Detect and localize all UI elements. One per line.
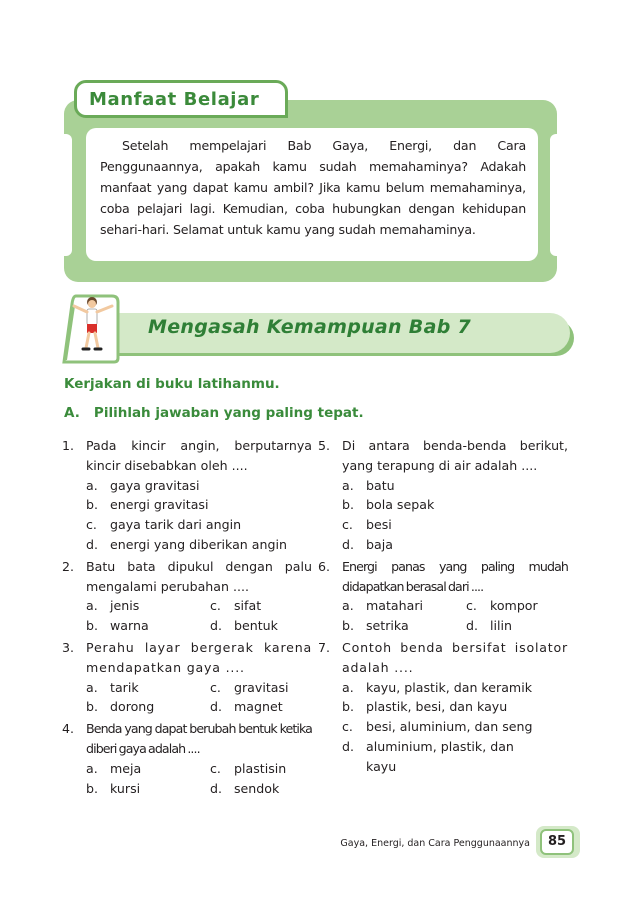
questions-column-left (62, 436, 312, 800)
option-b: b. warna (86, 618, 149, 634)
manfaat-belajar-content (86, 128, 538, 261)
option-a: a. tarik (86, 679, 139, 695)
option-d: d. baja (342, 536, 393, 552)
question-7 (318, 638, 568, 777)
option-d: d. aluminium, plastik, dan kayu (342, 738, 514, 774)
option-c: c. gaya tarik dari angin (86, 517, 242, 533)
question-stem: Batu bata dipukul dengan palu mengalami perubahan .... (86, 558, 312, 594)
question-number: 4. (62, 721, 75, 737)
instruction-text: Kerjakan di buku latihanmu. (64, 376, 280, 392)
question-stem: Pada kincir angin, berputarnya kincir disebabkan oleh .... (86, 438, 312, 473)
question-stem: Perahu layar bergerak karena mendapatkan gaya .... (86, 639, 312, 675)
footer-chapter-title: Gaya, Energi, dan Cara Penggunaannya (340, 838, 530, 849)
option-d: d. bentuk (210, 618, 278, 634)
page-number: 85 (540, 829, 574, 855)
manfaat-belajar-title: Manfaat Belajar (74, 80, 288, 118)
box-notch-right (550, 134, 564, 256)
option-c: c. gravitasi (210, 679, 289, 695)
manfaat-belajar-text: Setelah mempelajari Bab Gaya, Energi, dan Cara Penggunaannya, apakah kamu sudah memahaminya? Adakah manfaat yang dapat kamu ambil? Jika kamu belum memahaminya, coba pelajari lagi. Kemudian, coba hubungkan dengan kehidupan sehari-hari. Selamat untuk kamu yang sudah memahaminya. (100, 138, 526, 237)
question-5 (318, 436, 568, 555)
question-number: 5. (318, 438, 331, 453)
option-b: b. plastik, besi, dan kayu (342, 699, 508, 715)
option-d: d. sendok (210, 780, 280, 796)
question-6 (318, 557, 568, 636)
question-2 (62, 557, 312, 636)
option-b: b. dorong (86, 699, 155, 715)
option-b: b. kursi (86, 780, 141, 796)
option-a: a. jenis (86, 598, 140, 614)
question-stem: Di antara benda-benda berikut, yang terapung di air adalah .... (342, 438, 568, 473)
option-d: d. energi yang diberikan angin (86, 536, 287, 552)
box-notch-left (58, 134, 72, 256)
question-4 (62, 719, 312, 798)
question-3 (62, 638, 312, 717)
option-c: c. sifat (210, 598, 262, 614)
questions-column-right (318, 436, 568, 779)
question-number: 1. (62, 438, 75, 453)
option-a: a. kayu, plastik, dan keramik (342, 679, 532, 695)
option-a: a. batu (342, 477, 395, 493)
option-c: c. besi, aluminium, dan seng (342, 719, 533, 735)
question-stem: Energi panas yang paling mudah didapatkan berasal dari .... (342, 558, 568, 594)
student-exercising-icon (62, 292, 146, 364)
question-number: 6. (318, 558, 331, 574)
option-b: b. energi gravitasi (86, 497, 209, 513)
question-number: 7. (318, 639, 331, 655)
option-c: c. kompor (466, 598, 538, 614)
option-d: d. magnet (210, 699, 283, 715)
option-a: a. matahari (342, 598, 424, 614)
option-a: a. meja (86, 760, 142, 776)
question-number: 2. (62, 558, 75, 574)
instruction-part-a: A. Pilihlah jawaban yang paling tepat. (64, 405, 364, 421)
question-number: 3. (62, 639, 75, 655)
question-1 (62, 436, 312, 555)
question-stem: Contoh benda bersifat isolator adalah .... (342, 639, 568, 675)
option-d: d. lilin (466, 618, 512, 634)
option-c: c. plastisin (210, 760, 287, 776)
option-a: a. gaya gravitasi (86, 477, 200, 493)
option-b: b. setrika (342, 618, 409, 634)
section-title: Mengasah Kemampuan Bab 7 (148, 316, 472, 338)
option-b: b. bola sepak (342, 497, 435, 513)
question-stem: Benda yang dapat berubah bentuk ketika diberi gaya adalah .... (86, 721, 312, 756)
option-c: c. besi (342, 517, 392, 533)
